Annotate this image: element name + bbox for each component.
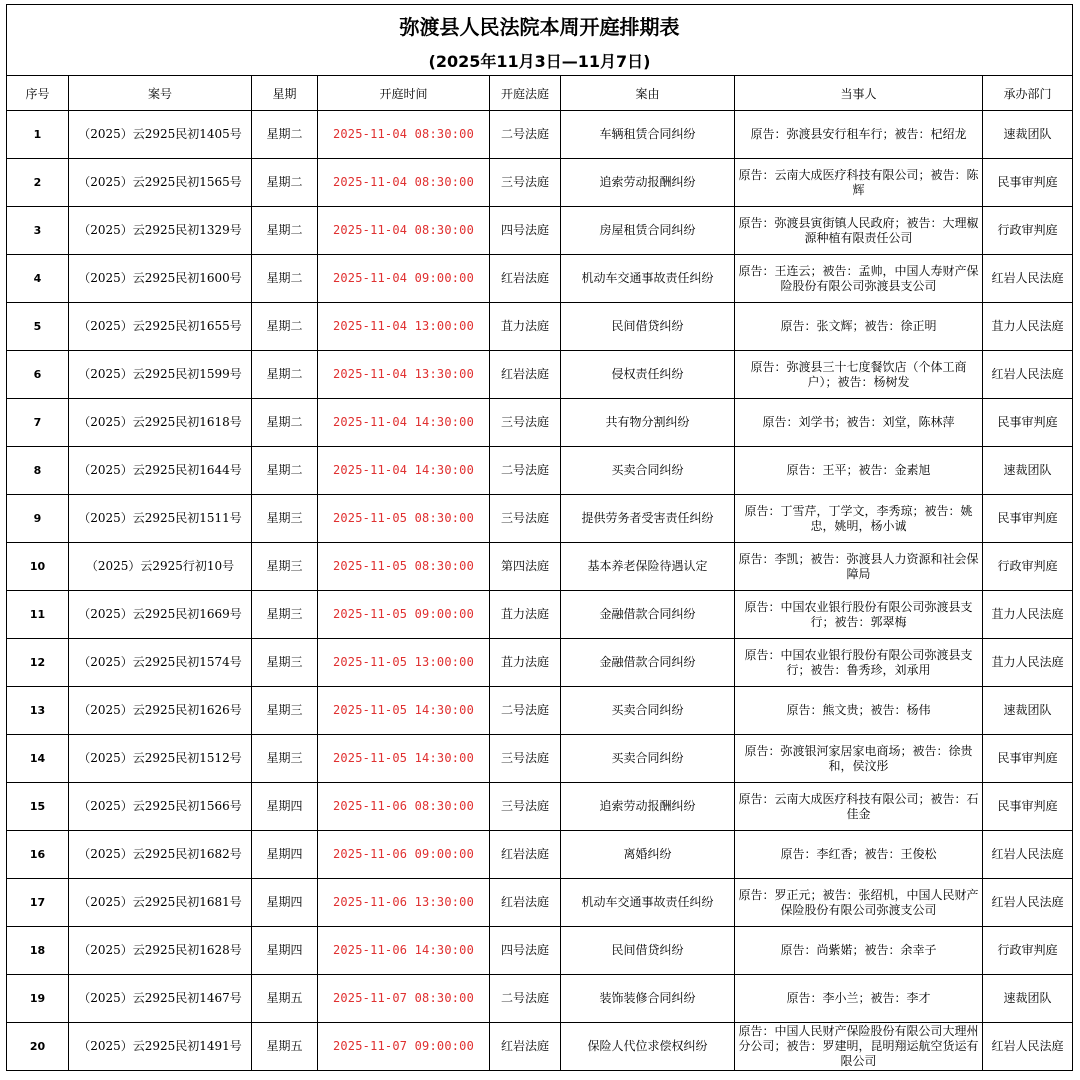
- cause-cell: 追索劳动报酬纠纷: [561, 783, 735, 831]
- header-case-no: 案号: [69, 76, 252, 111]
- seq-cell: 2: [7, 159, 69, 207]
- weekday-cell: 星期三: [252, 735, 318, 783]
- department-cell: 红岩人民法庭: [983, 255, 1073, 303]
- case-number-cell: （2025）云2925民初1467号: [69, 975, 252, 1023]
- table-row: [7, 447, 1073, 495]
- cause-cell: 机动车交通事故责任纠纷: [561, 879, 735, 927]
- seq-cell: 13: [7, 687, 69, 735]
- parties-cell: 原告：中国农业银行股份有限公司弥渡县支行；被告：郭翠梅: [735, 591, 983, 639]
- case-number-cell: （2025）云2925民初1511号: [69, 495, 252, 543]
- department-cell: 速裁团队: [983, 975, 1073, 1023]
- courtroom-cell: 三号法庭: [490, 399, 561, 447]
- hearing-time-cell: 2025-11-05 09:00:00: [318, 591, 490, 639]
- hearing-time-cell: 2025-11-06 09:00:00: [318, 831, 490, 879]
- department-cell: 红岩人民法庭: [983, 351, 1073, 399]
- parties-cell: 原告：云南大成医疗科技有限公司；被告：陈辉: [735, 159, 983, 207]
- cause-cell: 追索劳动报酬纠纷: [561, 159, 735, 207]
- cause-cell: 装饰装修合同纠纷: [561, 975, 735, 1023]
- parties-cell: 原告：张文辉；被告：徐正明: [735, 303, 983, 351]
- parties-cell: 原告：王连云；被告：孟帅，中国人寿财产保险股份有限公司弥渡县支公司: [735, 255, 983, 303]
- cause-cell: 保险人代位求偿权纠纷: [561, 1023, 735, 1071]
- parties-cell: 原告：中国农业银行股份有限公司弥渡县支行；被告：鲁秀珍，刘承用: [735, 639, 983, 687]
- header-time: 开庭时间: [318, 76, 490, 111]
- table-row: [7, 879, 1073, 927]
- seq-cell: 5: [7, 303, 69, 351]
- page-title: 弥渡县人民法院本周开庭排期表: [7, 5, 1073, 46]
- cause-cell: 基本养老保险待遇认定: [561, 543, 735, 591]
- hearing-time-cell: 2025-11-06 14:30:00: [318, 927, 490, 975]
- courtroom-cell: 二号法庭: [490, 975, 561, 1023]
- parties-cell: 原告：中国人民财产保险股份有限公司大理州分公司；被告：罗建明，昆明翔运航空货运有限公司: [735, 1023, 983, 1071]
- case-number-cell: （2025）云2925民初1565号: [69, 159, 252, 207]
- cause-cell: 离婚纠纷: [561, 831, 735, 879]
- weekday-cell: 星期四: [252, 783, 318, 831]
- department-cell: 红岩人民法庭: [983, 831, 1073, 879]
- department-cell: 红岩人民法庭: [983, 879, 1073, 927]
- courtroom-cell: 二号法庭: [490, 447, 561, 495]
- seq-cell: 17: [7, 879, 69, 927]
- case-number-cell: （2025）云2925民初1669号: [69, 591, 252, 639]
- case-number-cell: （2025）云2925民初1599号: [69, 351, 252, 399]
- cause-cell: 提供劳务者受害责任纠纷: [561, 495, 735, 543]
- hearing-time-cell: 2025-11-07 09:00:00: [318, 1023, 490, 1071]
- cause-cell: 机动车交通事故责任纠纷: [561, 255, 735, 303]
- hearing-time-cell: 2025-11-07 08:30:00: [318, 975, 490, 1023]
- weekday-cell: 星期三: [252, 543, 318, 591]
- weekday-cell: 星期五: [252, 975, 318, 1023]
- weekday-cell: 星期三: [252, 591, 318, 639]
- table-row: [7, 111, 1073, 159]
- courtroom-cell: 红岩法庭: [490, 255, 561, 303]
- hearing-time-cell: 2025-11-04 13:30:00: [318, 351, 490, 399]
- hearing-time-cell: 2025-11-04 09:00:00: [318, 255, 490, 303]
- table-row: [7, 255, 1073, 303]
- hearing-time-cell: 2025-11-04 08:30:00: [318, 207, 490, 255]
- hearing-time-cell: 2025-11-04 08:30:00: [318, 111, 490, 159]
- table-row: [7, 927, 1073, 975]
- weekday-cell: 星期四: [252, 879, 318, 927]
- seq-cell: 19: [7, 975, 69, 1023]
- seq-cell: 14: [7, 735, 69, 783]
- seq-cell: 10: [7, 543, 69, 591]
- header-court: 开庭法庭: [490, 76, 561, 111]
- department-cell: 苴力人民法庭: [983, 639, 1073, 687]
- weekday-cell: 星期三: [252, 639, 318, 687]
- parties-cell: 原告：罗正元；被告：张绍机，中国人民财产保险股份有限公司弥渡支公司: [735, 879, 983, 927]
- seq-cell: 9: [7, 495, 69, 543]
- hearing-time-cell: 2025-11-05 13:00:00: [318, 639, 490, 687]
- table-row: [7, 399, 1073, 447]
- department-cell: 苴力人民法庭: [983, 303, 1073, 351]
- department-cell: 民事审判庭: [983, 159, 1073, 207]
- courtroom-cell: 三号法庭: [490, 783, 561, 831]
- case-number-cell: （2025）云2925民初1681号: [69, 879, 252, 927]
- courtroom-cell: 苴力法庭: [490, 591, 561, 639]
- parties-cell: 原告：弥渡县安行租车行；被告：杞绍龙: [735, 111, 983, 159]
- courtroom-cell: 红岩法庭: [490, 1023, 561, 1071]
- department-cell: 速裁团队: [983, 687, 1073, 735]
- weekday-cell: 星期二: [252, 159, 318, 207]
- courtroom-cell: 二号法庭: [490, 111, 561, 159]
- weekday-cell: 星期四: [252, 927, 318, 975]
- case-number-cell: （2025）云2925民初1655号: [69, 303, 252, 351]
- weekday-cell: 星期二: [252, 303, 318, 351]
- courtroom-cell: 红岩法庭: [490, 831, 561, 879]
- seq-cell: 18: [7, 927, 69, 975]
- case-number-cell: （2025）云2925民初1628号: [69, 927, 252, 975]
- parties-cell: 原告：李凯；被告：弥渡县人力资源和社会保障局: [735, 543, 983, 591]
- table-row: [7, 543, 1073, 591]
- table-row: [7, 639, 1073, 687]
- cause-cell: 共有物分割纠纷: [561, 399, 735, 447]
- department-cell: 行政审判庭: [983, 927, 1073, 975]
- seq-cell: 3: [7, 207, 69, 255]
- department-cell: 民事审判庭: [983, 399, 1073, 447]
- case-number-cell: （2025）云2925民初1644号: [69, 447, 252, 495]
- parties-cell: 原告：李红香；被告：王俊松: [735, 831, 983, 879]
- case-number-cell: （2025）云2925民初1574号: [69, 639, 252, 687]
- header-parties: 当事人: [735, 76, 983, 111]
- table-row: [7, 783, 1073, 831]
- table-row: [7, 975, 1073, 1023]
- weekday-cell: 星期二: [252, 207, 318, 255]
- table-row: [7, 1023, 1073, 1071]
- parties-cell: 原告：弥渡县三十七度餐饮店（个体工商户）；被告：杨树发: [735, 351, 983, 399]
- weekday-cell: 星期三: [252, 687, 318, 735]
- department-cell: 行政审判庭: [983, 207, 1073, 255]
- cause-cell: 民间借贷纠纷: [561, 303, 735, 351]
- header-dept: 承办部门: [983, 76, 1073, 111]
- case-number-cell: （2025）云2925民初1626号: [69, 687, 252, 735]
- cause-cell: 买卖合同纠纷: [561, 447, 735, 495]
- weekday-cell: 星期二: [252, 351, 318, 399]
- department-cell: 民事审判庭: [983, 735, 1073, 783]
- courtroom-cell: 第四法庭: [490, 543, 561, 591]
- seq-cell: 7: [7, 399, 69, 447]
- case-number-cell: （2025）云2925民初1512号: [69, 735, 252, 783]
- cause-cell: 买卖合同纠纷: [561, 687, 735, 735]
- weekday-cell: 星期二: [252, 447, 318, 495]
- case-number-cell: （2025）云2925行初10号: [69, 543, 252, 591]
- seq-cell: 8: [7, 447, 69, 495]
- table-row: [7, 591, 1073, 639]
- parties-cell: 原告：丁雪芹，丁学文，李秀琼；被告：姚忠，姚明，杨小诚: [735, 495, 983, 543]
- weekday-cell: 星期三: [252, 495, 318, 543]
- parties-cell: 原告：弥渡县寅街镇人民政府；被告：大理椒源种植有限责任公司: [735, 207, 983, 255]
- hearing-time-cell: 2025-11-05 08:30:00: [318, 543, 490, 591]
- cause-cell: 车辆租赁合同纠纷: [561, 111, 735, 159]
- weekday-cell: 星期四: [252, 831, 318, 879]
- courtroom-cell: 四号法庭: [490, 927, 561, 975]
- department-cell: 苴力人民法庭: [983, 591, 1073, 639]
- seq-cell: 6: [7, 351, 69, 399]
- department-cell: 行政审判庭: [983, 543, 1073, 591]
- header-seq: 序号: [7, 76, 69, 111]
- courtroom-cell: 二号法庭: [490, 687, 561, 735]
- cause-cell: 民间借贷纠纷: [561, 927, 735, 975]
- parties-cell: 原告：刘学书；被告：刘堂，陈林萍: [735, 399, 983, 447]
- courtroom-cell: 苴力法庭: [490, 639, 561, 687]
- header-cause: 案由: [561, 76, 735, 111]
- courtroom-cell: 红岩法庭: [490, 879, 561, 927]
- department-cell: 速裁团队: [983, 111, 1073, 159]
- courtroom-cell: 苴力法庭: [490, 303, 561, 351]
- table-row: [7, 303, 1073, 351]
- weekday-cell: 星期二: [252, 111, 318, 159]
- hearing-time-cell: 2025-11-04 14:30:00: [318, 447, 490, 495]
- parties-cell: 原告：王平；被告：金素旭: [735, 447, 983, 495]
- table-row: [7, 351, 1073, 399]
- hearing-time-cell: 2025-11-05 14:30:00: [318, 735, 490, 783]
- seq-cell: 1: [7, 111, 69, 159]
- hearing-time-cell: 2025-11-06 08:30:00: [318, 783, 490, 831]
- header-weekday: 星期: [252, 76, 318, 111]
- table-row: [7, 159, 1073, 207]
- seq-cell: 15: [7, 783, 69, 831]
- courtroom-cell: 四号法庭: [490, 207, 561, 255]
- seq-cell: 11: [7, 591, 69, 639]
- parties-cell: 原告：李小兰；被告：李才: [735, 975, 983, 1023]
- cause-cell: 买卖合同纠纷: [561, 735, 735, 783]
- hearing-time-cell: 2025-11-04 14:30:00: [318, 399, 490, 447]
- seq-cell: 16: [7, 831, 69, 879]
- case-number-cell: （2025）云2925民初1682号: [69, 831, 252, 879]
- courtroom-cell: 红岩法庭: [490, 351, 561, 399]
- date-range-subtitle: (2025年11月3日—11月7日): [7, 45, 1073, 76]
- case-number-cell: （2025）云2925民初1618号: [69, 399, 252, 447]
- table-row: [7, 735, 1073, 783]
- case-number-cell: （2025）云2925民初1600号: [69, 255, 252, 303]
- header-row: [7, 76, 1073, 111]
- table-row: [7, 495, 1073, 543]
- hearing-time-cell: 2025-11-05 14:30:00: [318, 687, 490, 735]
- weekday-cell: 星期五: [252, 1023, 318, 1071]
- cause-cell: 房屋租赁合同纠纷: [561, 207, 735, 255]
- courtroom-cell: 三号法庭: [490, 735, 561, 783]
- cause-cell: 金融借款合同纠纷: [561, 639, 735, 687]
- table-row: [7, 831, 1073, 879]
- weekday-cell: 星期二: [252, 399, 318, 447]
- department-cell: 民事审判庭: [983, 783, 1073, 831]
- parties-cell: 原告：云南大成医疗科技有限公司；被告：石佳金: [735, 783, 983, 831]
- seq-cell: 20: [7, 1023, 69, 1071]
- case-number-cell: （2025）云2925民初1329号: [69, 207, 252, 255]
- courtroom-cell: 三号法庭: [490, 159, 561, 207]
- parties-cell: 原告：弥渡银河家居家电商场；被告：徐贵和，侯汶彤: [735, 735, 983, 783]
- case-number-cell: （2025）云2925民初1405号: [69, 111, 252, 159]
- department-cell: 民事审判庭: [983, 495, 1073, 543]
- seq-cell: 12: [7, 639, 69, 687]
- cause-cell: 金融借款合同纠纷: [561, 591, 735, 639]
- hearing-time-cell: 2025-11-04 13:00:00: [318, 303, 490, 351]
- hearing-time-cell: 2025-11-04 08:30:00: [318, 159, 490, 207]
- cause-cell: 侵权责任纠纷: [561, 351, 735, 399]
- courtroom-cell: 三号法庭: [490, 495, 561, 543]
- weekday-cell: 星期二: [252, 255, 318, 303]
- table-row: [7, 687, 1073, 735]
- case-number-cell: （2025）云2925民初1491号: [69, 1023, 252, 1071]
- department-cell: 红岩人民法庭: [983, 1023, 1073, 1071]
- table-row: [7, 207, 1073, 255]
- hearing-time-cell: 2025-11-05 08:30:00: [318, 495, 490, 543]
- hearing-time-cell: 2025-11-06 13:30:00: [318, 879, 490, 927]
- parties-cell: 原告：尚紫婼；被告：余幸子: [735, 927, 983, 975]
- seq-cell: 4: [7, 255, 69, 303]
- department-cell: 速裁团队: [983, 447, 1073, 495]
- parties-cell: 原告：熊文贵；被告：杨伟: [735, 687, 983, 735]
- case-number-cell: （2025）云2925民初1566号: [69, 783, 252, 831]
- schedule-table: [6, 4, 1073, 1071]
